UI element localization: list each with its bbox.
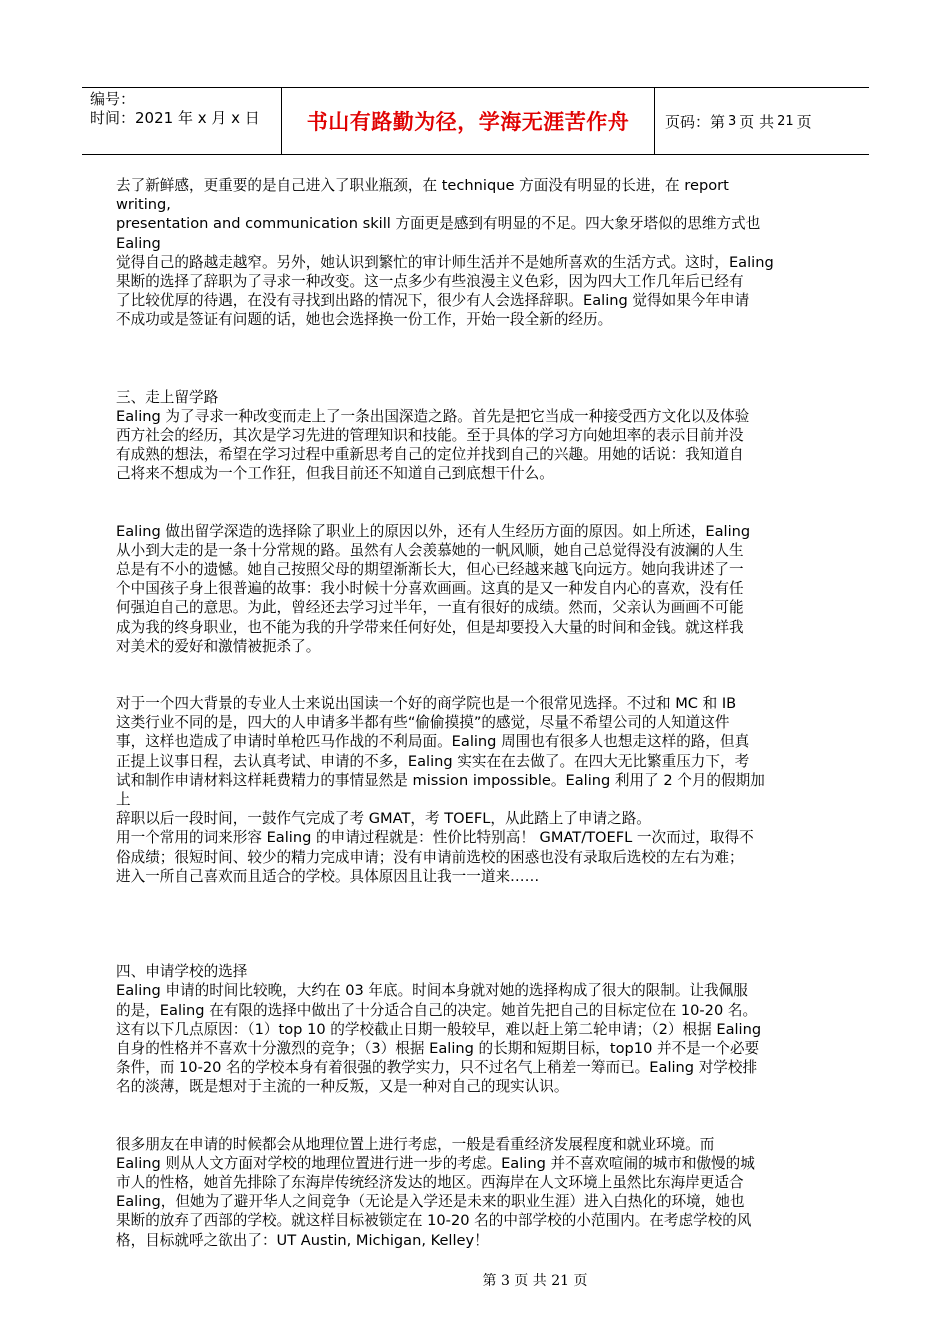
text-line: 的是，Ealing 在有限的选择中做出了十分适合自己的决定。她首先把自己的目标定位在 10-20 名。 [116, 1001, 758, 1019]
paragraph-study-abroad [116, 407, 838, 484]
section-heading-4: 四、申请学校的选择 [116, 963, 248, 981]
text-line: 成为我的终身职业，也不能为我的升学带来任何好处，但是却要投入大量的时间和金钱。就这样我 [116, 618, 744, 636]
page-mid: 页 共 [739, 112, 775, 131]
text-line: 进入一所自己喜欢而且适合的学校。具体原因且让我一一道来…… [116, 867, 540, 885]
text-line: 试和制作申请材料这样耗费精力的事情显然是 mission impossible。Ealing 利用了 2 个月的假期加 [116, 771, 765, 789]
text-line: 觉得自己的路越走越窄。另外，她认识到繁忙的审计师生活并不是她所喜欢的生活方式。这时，Ealing [116, 253, 774, 271]
text-line: 很多朋友在申请的时候都会从地理位置上进行考虑，一般是看重经济发展程度和就业环境。而 [116, 1135, 715, 1153]
text-line: presentation and communication skill 方面更是感到有明显的不足。四大象牙塔似的思维方式也 [116, 215, 761, 233]
header-page-info [655, 88, 869, 154]
text-line: 格，目标就呼之欲出了：UT Austin, Michigan, Kelley！ [116, 1231, 489, 1249]
header-motto-cell [281, 88, 655, 154]
text-line: writing, [116, 196, 171, 214]
paragraph-application [116, 694, 838, 886]
page-number: 3 [728, 113, 737, 129]
text-line: 从小到大走的是一条十分常规的路。虽然有人会羡慕她的一帆风顺，她自己总觉得没有波澜的人生 [116, 541, 744, 559]
header-meta [82, 88, 281, 154]
text-line: 市人的性格，她首先排除了东海岸传统经济发达的地区。西海岸在人文环境上虽然比东海岸更适合 [116, 1173, 744, 1191]
text-line: 俗成绩；很短时间、较少的精力完成申请；没有申请前选校的困惑也没有录取后选校的左右为难； [116, 848, 744, 866]
text-line: Ealing 为了寻求一种改变而走上了一条出国深造之路。首先是把它当成一种接受西方文化以及体验 [116, 407, 750, 425]
document-header [82, 87, 869, 155]
motto: 书山有路勤为径，学海无涯苦作舟 [306, 110, 630, 134]
text-line: 不成功或是签证有问题的话，她也会选择换一份工作，开始一段全新的经历。 [116, 311, 613, 329]
text-line: 了比较优厚的待遇，在没有寻找到出路的情况下，很少有人会选择辞职。Ealing 觉得如果今年申请 [116, 292, 750, 310]
text-line: 己将来不想成为一个工作狂，但我目前还不知道自己到底想干什么。 [116, 465, 554, 483]
text-line: 有成熟的想法，希望在学习过程中重新思考自己的定位并找到自己的兴趣。用她的话说：我知道自 [116, 446, 744, 464]
page-suffix: 页 [796, 112, 812, 131]
text-line: 条件，而 10-20 名的学校本身有着很强的教学实力，只不过名气上稍差一筹而已。Ealing 对学校排 [116, 1059, 758, 1077]
text-line: 个中国孩子身上很普遍的故事：我小时候十分喜欢画画。这真的是又一种发自内心的喜欢，没有任 [116, 580, 744, 598]
text-line: 对美术的爱好和激情被扼杀了。 [116, 637, 321, 655]
text-line: Ealing 做出留学深造的选择除了职业上的原因以外，还有人生经历方面的原因。如上所述，Ealing [116, 522, 751, 540]
text-line: 对于一个四大背景的专业人士来说出国读一个好的商学院也是一个很常见选择。不过和 MC 和 IB [116, 695, 737, 713]
paragraph-geography [116, 1135, 838, 1250]
text-line: 上 [116, 791, 131, 809]
paragraph-career-bottleneck [116, 176, 838, 330]
text-line: 何强迫自己的意思。为此，曾经还去学习过半年，一直有很好的成绩。然而，父亲认为画画不可能 [116, 599, 744, 617]
text-line: 西方社会的经历，其次是学习先进的管理知识和技能。至于具体的学习方向她坦率的表示目前并没 [116, 427, 744, 445]
text-line: 这有以下几点原因：（1）top 10 的学校截止日期一般较早，难以赶上第二轮申请；（2）根据 Ealing [116, 1020, 762, 1038]
section-heading-3: 三、走上留学路 [116, 388, 219, 406]
date-label: 时间：2021 年 x 月 x 日 [90, 109, 260, 127]
text-line: 辞职以后一段时间，一鼓作气完成了考 GMAT，考 TOEFL，从此踏上了申请之路。 [116, 810, 651, 828]
text-line: 自身的性格并不喜欢十分激烈的竞争；（3）根据 Ealing 的长期和短期目标，top10 并不是一个必要 [116, 1039, 760, 1057]
text-line: 果断的放弃了西部的学校。就这样目标被锁定在 10-20 名的中部学校的小范围内。在考虑学校的风 [116, 1212, 752, 1230]
text-line: 去了新鲜感，更重要的是自己进入了职业瓶颈，在 technique 方面没有明显的长进，在 report [116, 177, 729, 194]
text-line: 用一个常用的词来形容 Ealing 的申请过程就是：性价比特别高！ GMAT/TOEFL 一次而过，取得不 [116, 829, 754, 847]
text-line: Ealing 则从人文方面对学校的地理位置进行进一步的考虑。Ealing 并不喜欢喧闹的城市和傲慢的城 [116, 1154, 755, 1172]
page-total: 21 [777, 113, 794, 129]
text-line: 果断的选择了辞职为了寻求一种改变。这一点多少有些浪漫主义色彩，因为四大工作几年后已经有 [116, 273, 744, 291]
text-line: 名的淡薄，既是想对于主流的一种反叛，又是一种对自己的现实认识。 [116, 1078, 569, 1096]
document-body [116, 176, 838, 1250]
text-line: 事，这样也造成了申请时单枪匹马作战的不利局面。Ealing 周围也有很多人也想走这样的路，但真 [116, 733, 750, 751]
paragraph-school-choice [116, 981, 838, 1096]
text-line: 总是有不小的遗憾。她自己按照父母的期望渐渐长大，但心已经越来越飞向远方。她向我讲述了一 [116, 561, 744, 579]
text-line: 正提上议事日程，去认真考试、申请的不多，Ealing 实实在在去做了。在四大无比繁重压力下，考 [116, 752, 750, 770]
text-line: 这类行业不同的是，四大的人申请多半都有些“偷偷摸摸”的感觉，尽量不希望公司的人知道这件 [116, 714, 730, 732]
paragraph-life-experience [116, 522, 838, 656]
text-line: Ealing [116, 234, 161, 252]
text-line: Ealing，但她为了避开华人之间竞争（无论是入学还是未来的职业生涯）进入白热化的环境，她也 [116, 1193, 745, 1211]
text-line: Ealing 申请的时间比较晚，大约在 03 年底。时间本身就对她的选择构成了很大的限制。让我佩服 [116, 982, 748, 1000]
page-footer: 第 3 页 共 21 页 [482, 1273, 588, 1289]
page-prefix: 页码：第 [665, 112, 726, 131]
serial-label: 编号： [90, 90, 136, 108]
